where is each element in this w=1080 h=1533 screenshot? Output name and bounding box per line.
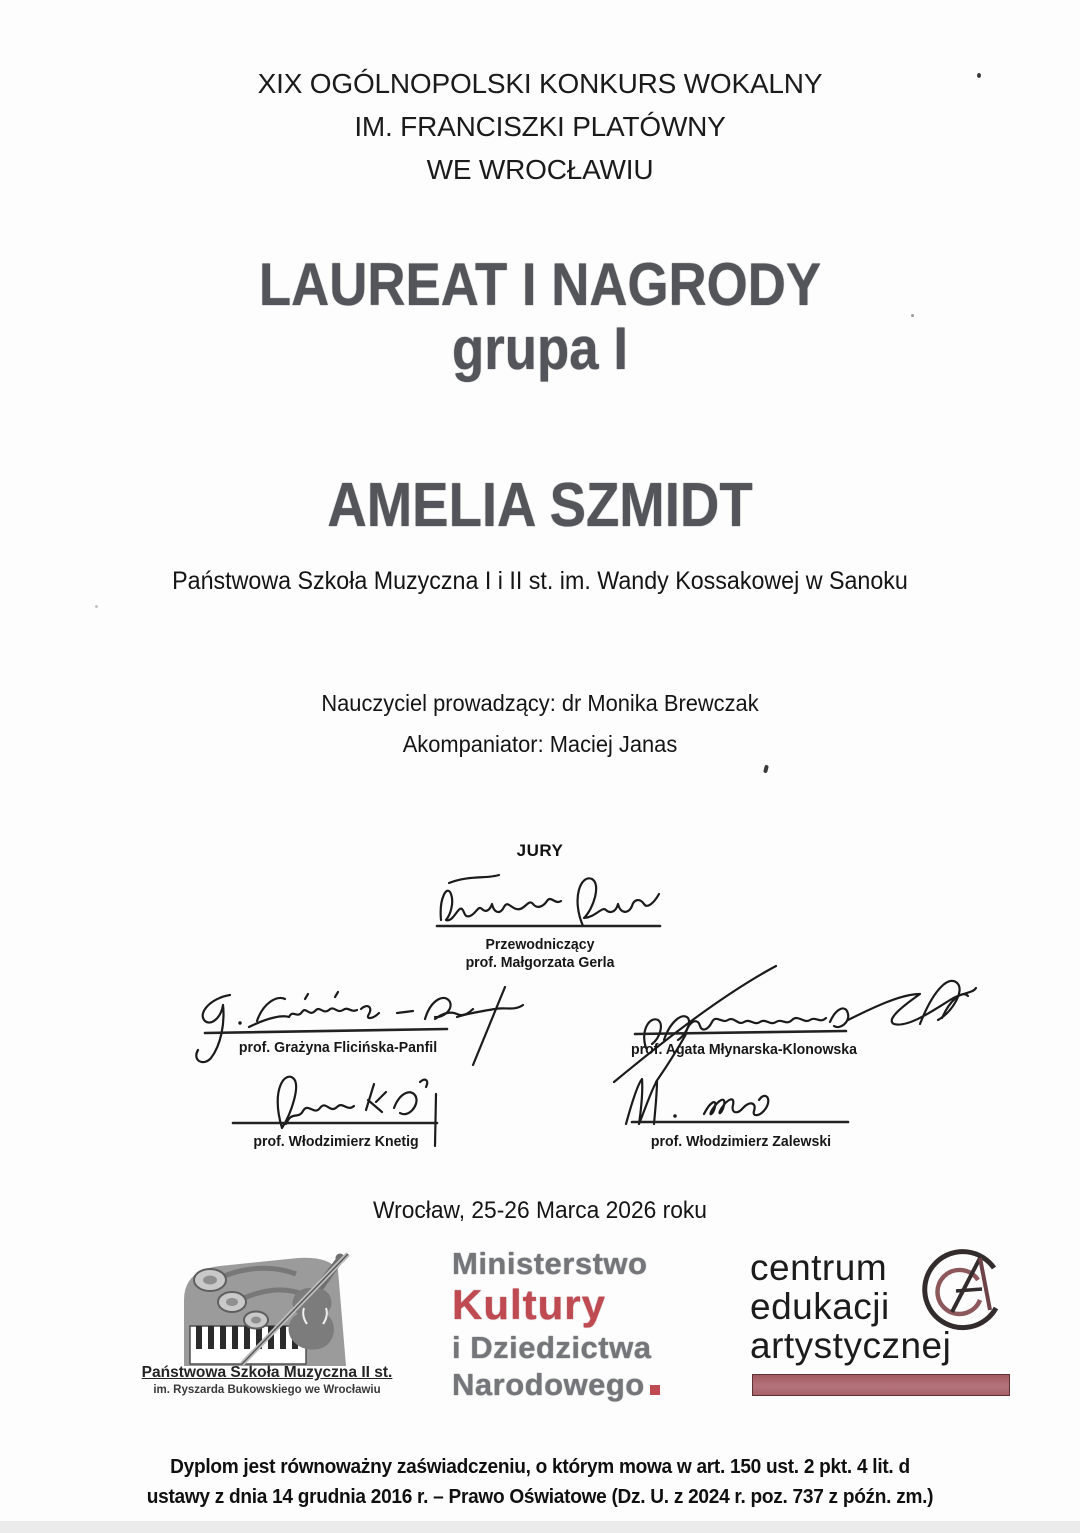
accompanist-line: Akompaniator: Maciej Janas: [402, 731, 678, 757]
jury-name-mlynarska-klonowska: prof. Agata Młynarska-Klonowska: [631, 1041, 857, 1058]
header-line-1: XIX OGÓLNOPOLSKI KONKURS WOKALNY: [257, 68, 823, 99]
footer-line-2: ustawy z dnia 14 grudnia 2016 r. – Prawo Oświatowe (Dz. U. z 2024 r. poz. 737 z późn. zm.): [146, 1485, 934, 1508]
jury-name-zalewski: prof. Włodzimierz Zalewski: [650, 1133, 832, 1150]
school-line: Państwowa Szkoła Muzyczna I i II st. im. Wandy Kossakowej w Sanoku: [172, 567, 908, 595]
cea-logo-bar: [752, 1374, 1010, 1396]
ministry-logo-line-1: Ministerstwo: [452, 1246, 648, 1281]
header-line-2: IM. FRANCISZKI PLATÓWNY: [354, 111, 726, 142]
cea-logo: [750, 1248, 951, 1365]
cea-monogram-icon: [918, 1248, 1002, 1332]
award-group: grupa I: [451, 315, 628, 382]
signature-flicinska-panfil: [185, 983, 535, 1069]
scan-edge-strip: [0, 1521, 1080, 1533]
school-logo-name: Państwowa Szkoła Muzyczna II st.: [141, 1364, 393, 1381]
ministry-logo-line-4-text: Narodowego: [452, 1367, 645, 1402]
ministry-logo-line-4: [452, 1369, 660, 1400]
ministry-logo: [452, 1248, 660, 1400]
footer-line-1: Dyplom jest równoważny zaświadczeniu, o którym mowa w art. 150 ust. 2 pkt. 4 lit. d: [170, 1455, 910, 1478]
header-line-3: WE WROCŁAWIU: [426, 154, 654, 185]
cea-logo-line-3: artystycznej: [750, 1325, 952, 1366]
jury-heading: JURY: [516, 841, 564, 860]
school-logo-graphic: [180, 1250, 358, 1368]
scan-artifact-comma: [763, 765, 769, 774]
laureate-name: AMELIA SZMIDT: [327, 471, 753, 540]
footer-disclaimer: [38, 1452, 1042, 1512]
signature-zalewski: [618, 1072, 863, 1142]
scan-artifact-dot: [911, 314, 914, 317]
teacher-line: Nauczyciel prowadzący: dr Monika Brewczak: [321, 690, 759, 716]
jury-chair-role: Przewodniczący: [485, 936, 595, 953]
cea-logo-line-1: centrum: [750, 1247, 888, 1288]
scan-artifact-dot: [95, 605, 98, 608]
school-logo: [141, 1246, 393, 1406]
jury-name-gerla: prof. Małgorzata Gerla: [465, 954, 615, 971]
date-line: Wrocław, 25-26 Marca 2026 roku: [373, 1197, 707, 1224]
ministry-logo-line-3: i Dziedzictwa: [452, 1330, 652, 1365]
ministry-logo-red-period: [650, 1385, 660, 1395]
school-logo-subtitle: im. Ryszarda Bukowskiego we Wrocławiu: [153, 1384, 381, 1396]
award-title: LAUREAT I NAGRODY: [258, 251, 822, 318]
ministry-logo-line-2: Kultury: [452, 1281, 606, 1328]
competition-header: [0, 62, 1080, 191]
scan-artifact-dot: [977, 73, 981, 78]
cea-logo-line-2: edukacji: [750, 1286, 890, 1327]
signature-gerla: [435, 868, 663, 930]
jury-name-flicinska-panfil: prof. Grażyna Flicińska-Panfil: [238, 1039, 438, 1056]
signature-mlynarska-klonowska: [590, 960, 980, 1086]
jury-name-knetig: prof. Włodzimierz Knetig: [253, 1133, 419, 1150]
